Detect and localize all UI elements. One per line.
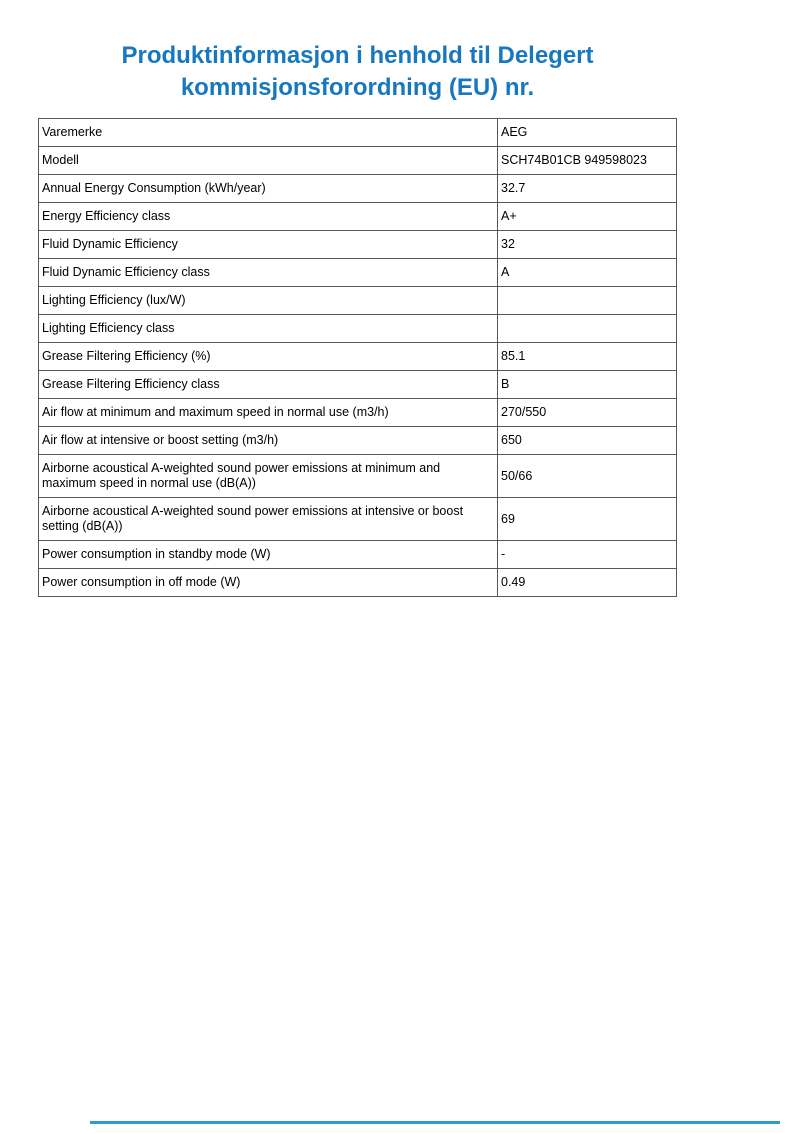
row-value (498, 287, 677, 315)
row-value: 85.1 (498, 343, 677, 371)
row-value: AEG (498, 119, 677, 147)
row-label: Lighting Efficiency (lux/W) (39, 287, 498, 315)
document-page (38, 40, 677, 597)
row-label: Fluid Dynamic Efficiency (39, 231, 498, 259)
row-label: Air flow at intensive or boost setting (m3/h) (39, 427, 498, 455)
table-row (39, 287, 677, 315)
page-title-line1: Produktinformasjon i henhold til Delegert (121, 42, 594, 69)
page-title (38, 40, 677, 104)
table-row (39, 147, 677, 175)
row-label: Airborne acoustical A-weighted sound power emissions at minimum and maximum speed in normal use (dB(A)) (39, 455, 498, 498)
row-label: Fluid Dynamic Efficiency class (39, 259, 498, 287)
table-row (39, 175, 677, 203)
row-label: Power consumption in off mode (W) (39, 569, 498, 597)
row-value: A+ (498, 203, 677, 231)
product-info-table (38, 118, 677, 597)
row-value: 0.49 (498, 569, 677, 597)
table-row (39, 455, 677, 498)
row-label: Varemerke (39, 119, 498, 147)
row-value: B (498, 371, 677, 399)
row-value: 50/66 (498, 455, 677, 498)
table-row (39, 343, 677, 371)
row-label: Grease Filtering Efficiency class (39, 371, 498, 399)
row-label: Grease Filtering Efficiency (%) (39, 343, 498, 371)
row-label: Power consumption in standby mode (W) (39, 541, 498, 569)
row-value: A (498, 259, 677, 287)
page-title-line2: kommisjonsforordning (EU) nr. (180, 74, 535, 101)
row-label: Annual Energy Consumption (kWh/year) (39, 175, 498, 203)
row-value (498, 315, 677, 343)
table-row (39, 498, 677, 541)
row-label: Air flow at minimum and maximum speed in normal use (m3/h) (39, 399, 498, 427)
table-row (39, 315, 677, 343)
table-row (39, 399, 677, 427)
row-value: - (498, 541, 677, 569)
table-row (39, 231, 677, 259)
row-value: 69 (498, 498, 677, 541)
table-row (39, 427, 677, 455)
table-row (39, 569, 677, 597)
table-row (39, 119, 677, 147)
row-label: Lighting Efficiency class (39, 315, 498, 343)
row-value: 32.7 (498, 175, 677, 203)
footer-rule (90, 1121, 780, 1124)
row-value: 32 (498, 231, 677, 259)
table-row (39, 541, 677, 569)
row-label: Energy Efficiency class (39, 203, 498, 231)
table-row (39, 259, 677, 287)
table-row (39, 371, 677, 399)
table-row (39, 203, 677, 231)
row-label: Modell (39, 147, 498, 175)
product-info-table-body (39, 119, 677, 597)
row-value: SCH74B01CB 949598023 (498, 147, 677, 175)
row-value: 270/550 (498, 399, 677, 427)
row-value: 650 (498, 427, 677, 455)
row-label: Airborne acoustical A-weighted sound power emissions at intensive or boost setting (dB(A)) (39, 498, 498, 541)
